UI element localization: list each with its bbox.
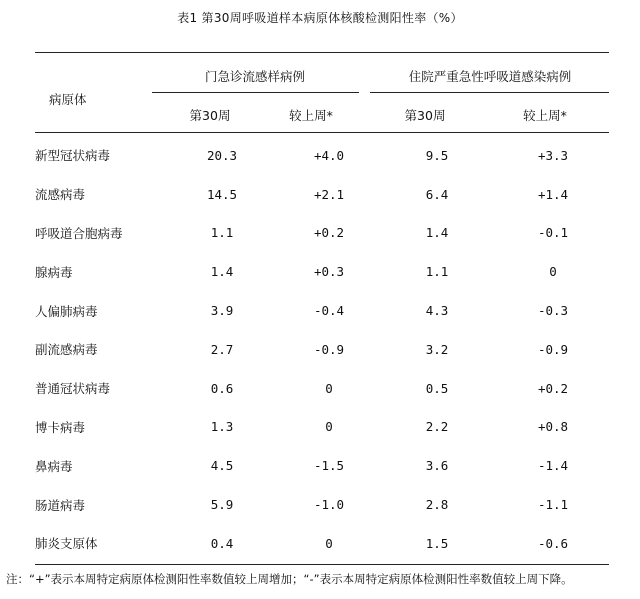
op-week-value: 20.3	[206, 147, 238, 163]
table-row	[35, 408, 609, 447]
pathogen-name: 副流感病毒	[35, 342, 98, 358]
column-header-ip-change: 较上周*	[523, 108, 567, 123]
op-change-value: 0	[325, 380, 333, 396]
pathogen-name: 鼻病毒	[35, 458, 73, 474]
op-change-value: -0.9	[313, 341, 345, 357]
group-header-outpatient: 门急诊流感样病例	[204, 69, 305, 84]
table-row	[35, 446, 609, 485]
op-change-value: -1.5	[313, 458, 345, 474]
ip-week-value: 2.2	[425, 419, 449, 435]
op-week-value: 5.9	[210, 497, 234, 513]
op-change-value: +2.1	[313, 186, 345, 202]
op-change-value: +0.2	[313, 225, 345, 241]
op-week-value: 2.7	[210, 341, 234, 357]
op-change-value: 0	[325, 535, 333, 551]
ip-week-value: 3.2	[425, 341, 449, 357]
table-footnote: 注：“+”表示本周特定病原体检测阳性率数值较上周增加；“-”表示本周特定病原体检测阳性率数值较上周下降。	[6, 572, 573, 586]
column-header-op-change: 较上周*	[289, 108, 333, 123]
table-row	[35, 252, 609, 291]
op-week-value: 3.9	[210, 303, 234, 319]
op-week-value: 14.5	[206, 186, 238, 202]
ip-week-value: 1.4	[425, 225, 449, 241]
header-bottom-rule	[35, 132, 609, 133]
ip-week-value: 1.1	[425, 264, 449, 280]
ip-week-value: 3.6	[425, 458, 449, 474]
ip-week-value: 2.8	[425, 497, 449, 513]
ip-week-value: 1.5	[425, 535, 449, 551]
column-header-pathogen: 病原体	[49, 92, 87, 107]
pathogen-name: 腺病毒	[35, 264, 73, 280]
op-week-value: 4.5	[210, 458, 234, 474]
op-week-value: 0.4	[210, 535, 234, 551]
pathogen-name: 流感病毒	[35, 187, 86, 203]
column-header-ip-week: 第30周	[404, 108, 446, 123]
table-title: 表1 第30周呼吸道样本病原体核酸检测阳性率（%）	[177, 11, 463, 25]
table-row	[35, 485, 609, 524]
ip-week-value: 4.3	[425, 303, 449, 319]
ip-week-value: 0.5	[425, 380, 449, 396]
ip-change-value: -0.9	[537, 341, 569, 357]
op-change-value: +4.0	[313, 147, 345, 163]
pathogen-name: 肺炎支原体	[35, 536, 98, 552]
bottom-rule	[35, 564, 609, 565]
ip-change-value: +1.4	[537, 186, 569, 202]
pathogen-name: 肠道病毒	[35, 497, 86, 513]
ip-change-value: -0.6	[537, 535, 569, 551]
pathogen-name: 人偏肺病毒	[35, 303, 98, 319]
op-week-value: 0.6	[210, 380, 234, 396]
ip-change-value: 0	[549, 264, 557, 280]
pathogen-name: 新型冠状病毒	[35, 148, 111, 164]
op-change-value: -1.0	[313, 497, 345, 513]
ip-change-value: +0.2	[537, 380, 569, 396]
top-rule	[35, 52, 609, 53]
op-week-value: 1.4	[210, 264, 234, 280]
ip-change-value: -1.4	[537, 458, 569, 474]
table-row	[35, 330, 609, 369]
op-week-value: 1.3	[210, 419, 234, 435]
table-row	[35, 136, 609, 175]
ip-change-value: -0.1	[537, 225, 569, 241]
op-change-value: -0.4	[313, 303, 345, 319]
table-row	[35, 214, 609, 253]
table-row	[35, 175, 609, 214]
ip-change-value: -1.1	[537, 497, 569, 513]
group-header-inpatient: 住院严重急性呼吸道感染病例	[408, 69, 572, 84]
group-rule-inpatient	[370, 92, 609, 93]
column-header-op-week: 第30周	[189, 108, 231, 123]
pathogen-name: 博卡病毒	[35, 419, 86, 435]
table-row	[35, 369, 609, 408]
table-row	[35, 524, 609, 563]
op-week-value: 1.1	[210, 225, 234, 241]
op-change-value: 0	[325, 419, 333, 435]
group-rule-outpatient	[152, 92, 359, 93]
pathogen-name: 呼吸道合胞病毒	[35, 225, 123, 241]
positivity-table	[35, 136, 609, 563]
ip-change-value: +3.3	[537, 147, 569, 163]
ip-week-value: 6.4	[425, 186, 449, 202]
ip-change-value: -0.3	[537, 303, 569, 319]
ip-week-value: 9.5	[425, 147, 449, 163]
table-row	[35, 291, 609, 330]
ip-change-value: +0.8	[537, 419, 569, 435]
pathogen-name: 普通冠状病毒	[35, 381, 111, 397]
op-change-value: +0.3	[313, 264, 345, 280]
